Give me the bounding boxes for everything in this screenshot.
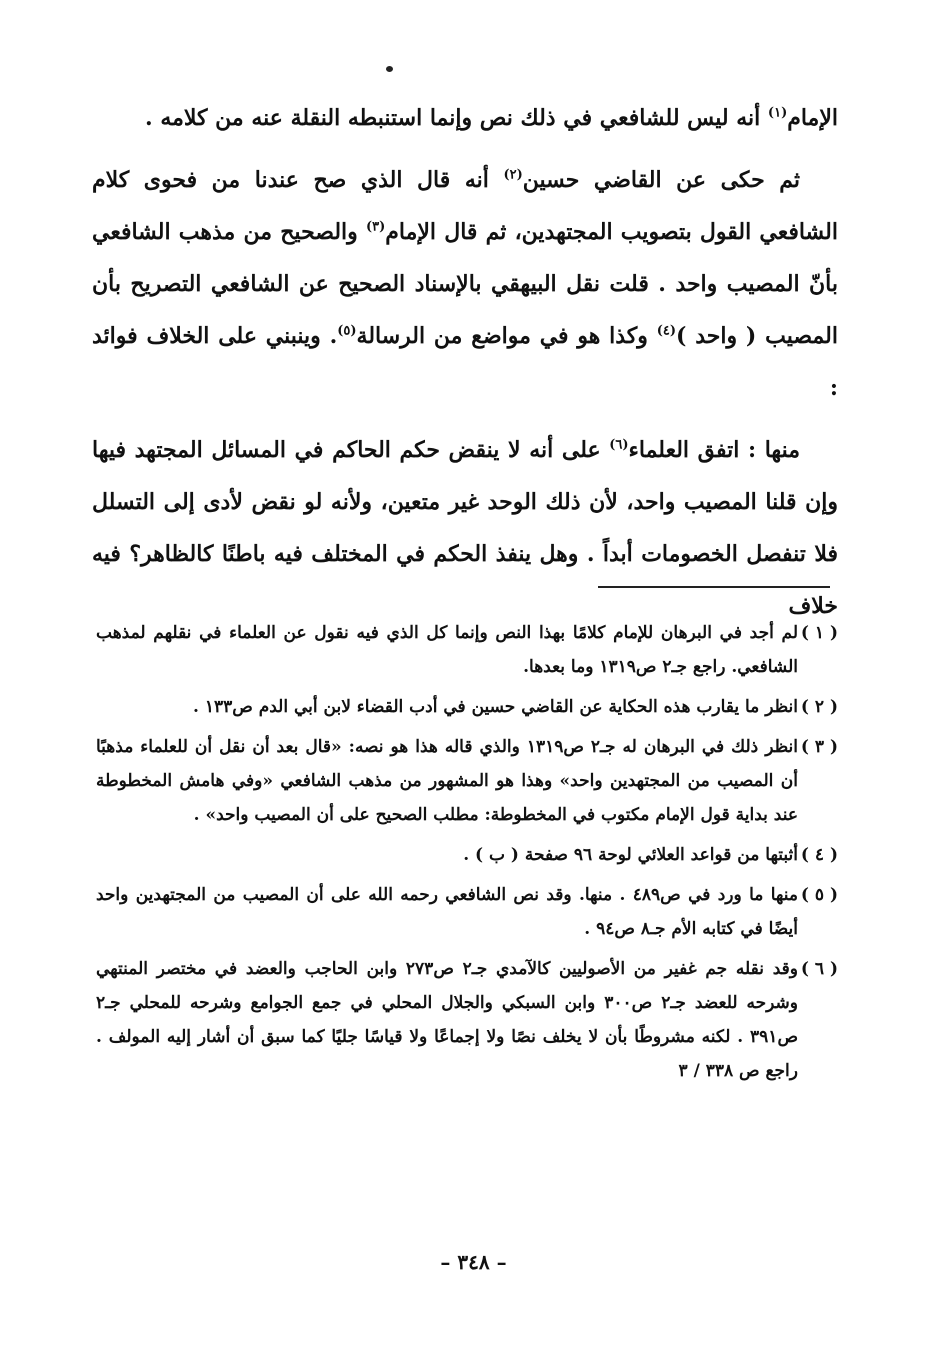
paragraph-2 [92, 154, 838, 414]
footnote-text: انظر ذلك في البرهان له جـ٢ ص١٣١٩ والذي قاله هذا هو نصه: «قال بعد أن نقل أن للعلماء مذهبًا أن المصيب من المجتهدين واحد» وهذا هو المشهور من مذهب الشافعي «وفي هامش المخطوطة عند بداية قول الإمام مكتوب في المخطوطة: مطلب الصحيح على أن المصيب واحد» . [96, 737, 798, 825]
footnote-ref-1[interactable]: (١) [767, 105, 788, 121]
page-mark [386, 66, 393, 72]
footnote-ref-4[interactable]: (٤) [656, 323, 676, 339]
footnote-number: ( ٥ ) [800, 885, 838, 905]
footnote-separator [598, 586, 830, 588]
footnote-1 [96, 616, 838, 684]
footnote-6 [96, 952, 838, 1088]
footnote-text: انظر ما يقارب هذه الحكاية عن القاضي حسين في أدب القضاء لابن أبي الدم ص١٣٣ . [192, 697, 798, 717]
footnote-3 [96, 730, 838, 832]
paragraph-3 [92, 424, 838, 632]
footnote-4 [96, 838, 838, 872]
text-run: أنه ليس للشافعي في ذلك نص وإنما استنبطه النقلة عنه من كلامه . [145, 105, 768, 131]
text-run: أنه قال الذي صح عندنا من فحوى كلام الشافعي القول بتصويب المجتهدين، ثم قال الإمام [92, 167, 839, 245]
page-number: – ٣٤٨ – [440, 1250, 507, 1274]
footnote-ref-6[interactable]: (٦) [609, 437, 629, 453]
footnote-5 [96, 878, 838, 946]
paragraph-1 [92, 92, 838, 144]
footnote-number: ( ١ ) [800, 623, 838, 643]
footnote-text: وقد نقله جم غفير من الأصوليين كالآمدي جـ٢ ص٢٧٣ وابن الحاجب والعضد في مختصر المنتهي وشرحه للعضد جـ٢ ص٣٠٠ وابن السبكي والجلال المحلي في جمع الجوامع وشرحه للمحلي جـ٢ ص٣٩١ . لكنه مشروطًا بأن لا يخلف نصًا ولا إجماعًا ولا قياسًا جليًا كما سبق أن أشار إليه المولف . راجع ص ٣٣٨ / ٣ [96, 959, 798, 1081]
footnote-ref-3[interactable]: (٣) [365, 219, 386, 235]
footnote-text: أثبتها من قواعد العلائي لوحة ٩٦ صفحة ( ب ) . [463, 845, 798, 865]
text-run: الإمام [787, 105, 838, 131]
text-run: على أنه لا ينقض حكم الحاكم في المسائل المجتهد فيها وإن قلنا المصيب واحد، لأن ذلك الوحد غير متعين، ولأنه لو نقض لأدى إلى التسلل فلا تنفصل الخصومات أبداً . وهل ينفذ الحكم في المختلف فيه باطنًا كالظاهر؟ فيه خلاف [92, 437, 838, 619]
footnote-ref-5[interactable]: (٥) [337, 323, 357, 339]
footnote-text: منها ما ورد في ص٤٨٩ . منها. وقد نص الشافعي رحمه الله على أن المصيب من المجتهدين واحد أيضًا في كتابه الأم جـ٨ ص٩٤ . [96, 885, 798, 939]
text-run: والصحيح من مذهب الشافعي بأنّ المصيب واحد . قلت نقل البيهقي بالإسناد الصحيح عن الشافعي التصريح بأن المصيب ( واحد ) [92, 219, 838, 349]
footnote-2 [96, 690, 838, 724]
footnotes [96, 616, 838, 1094]
text-run: وكذا هو في مواضع من الرسالة [356, 323, 657, 349]
footnote-number: ( ٦ ) [800, 959, 838, 979]
footnote-ref-2[interactable]: (٢) [503, 167, 523, 183]
text-run: . وينبني على الخلاف فوائد : [92, 323, 838, 401]
footnote-number: ( ٣ ) [800, 737, 838, 757]
footnote-text: لم أجد في البرهان للإمام كلامًا بهذا النص وإنما كل الذي فيه نقول عن العلماء في نقلهم لمذهب الشافعي. راجع جـ٢ ص١٣١٩ وما بعدها. [96, 623, 798, 677]
text-run: ثم حكى عن القاضي حسين [522, 167, 801, 193]
footnote-number: ( ٢ ) [800, 697, 838, 717]
footnote-number: ( ٤ ) [800, 845, 838, 865]
text-run: منها : اتفق العلماء [628, 437, 800, 463]
main-text [92, 92, 838, 632]
